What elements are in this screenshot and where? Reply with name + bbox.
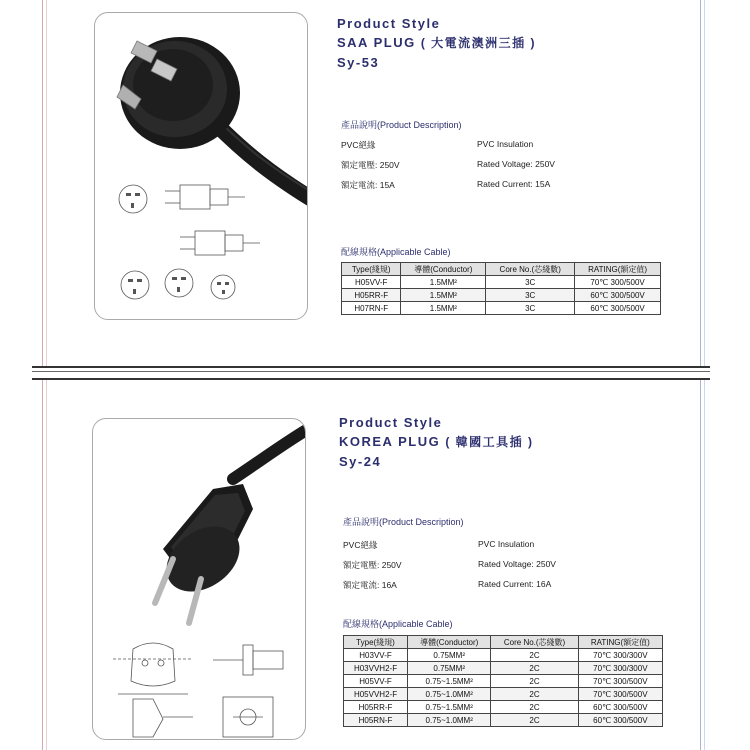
cell-rating: 70℃ 300/300V (578, 662, 662, 675)
cell-rating: 60℃ 300/500V (578, 701, 662, 714)
cell-rating: 70℃ 300/500V (578, 688, 662, 701)
cell-core: 2C (491, 675, 578, 688)
applicable-cable-title: 配線規格(Applicable Cable) (343, 619, 453, 629)
product-title-block (339, 415, 534, 469)
model-number: Sy-53 (337, 55, 380, 70)
column-header: Core No.(芯綫數) (491, 636, 578, 649)
desc-en: Rated Voltage: 250V (478, 559, 556, 569)
plug-name-cn: ( 大電流澳洲三插 ) (420, 36, 536, 50)
table-header-row (342, 263, 661, 276)
desc-cn: PVC絕緣 (341, 140, 376, 150)
column-header: Core No.(芯綫數) (486, 263, 575, 276)
cell-core: 3C (486, 289, 575, 302)
cell-type: H07RN-F (342, 302, 401, 315)
cell-conductor: 0.75~1.0MM² (408, 688, 491, 701)
desc-cn: 額定電流: 16A (343, 580, 397, 590)
product-heading: Product Style (339, 415, 443, 430)
cell-conductor: 0.75MM² (408, 662, 491, 675)
column-header: RATING(額定值) (575, 263, 661, 276)
column-header: Type(綫規) (344, 636, 408, 649)
cell-core: 2C (491, 701, 578, 714)
desc-en: PVC Insulation (478, 539, 535, 549)
column-header: RATING(額定值) (578, 636, 662, 649)
plug-name: SAA PLUG (337, 35, 416, 50)
desc-cn: 額定電壓: 250V (343, 560, 402, 570)
cell-type: H03VVH2-F (344, 662, 408, 675)
table-row (344, 688, 663, 701)
desc-cn: PVC絕緣 (343, 540, 378, 550)
product-image-panel (92, 418, 306, 740)
cell-conductor: 0.75~1.0MM² (408, 714, 491, 727)
table-row (344, 714, 663, 727)
product-section-korea (0, 380, 750, 750)
cell-rating: 60℃ 300/500V (578, 714, 662, 727)
cell-conductor: 0.75~1.5MM² (408, 701, 491, 714)
cell-conductor: 0.75~1.5MM² (408, 675, 491, 688)
product-description-title: 產品說明(Product Description) (341, 120, 462, 130)
cell-conductor: 1.5MM² (401, 276, 486, 289)
product-section-saa (0, 0, 750, 366)
table-header-row (344, 636, 663, 649)
cell-core: 3C (486, 302, 575, 315)
plug-name-line (337, 34, 536, 51)
plug-name-cn: ( 韓國工具插 ) (445, 435, 534, 449)
column-header: Type(綫規) (342, 263, 401, 276)
cell-core: 2C (491, 688, 578, 701)
cell-rating: 70℃ 300/300V (578, 649, 662, 662)
cell-type: H05RR-F (344, 701, 408, 714)
product-title-block (337, 16, 536, 70)
cell-rating: 60℃ 300/500V (575, 289, 661, 302)
cell-core: 2C (491, 662, 578, 675)
section-divider (32, 366, 710, 380)
cell-core: 2C (491, 714, 578, 727)
model-number: Sy-24 (339, 454, 382, 469)
desc-en: PVC Insulation (477, 139, 534, 149)
cell-conductor: 1.5MM² (401, 289, 486, 302)
desc-en: Rated Voltage: 250V (477, 159, 555, 169)
table-row (344, 662, 663, 675)
saa-plug-illustration (95, 13, 307, 319)
korea-plug-illustration (93, 419, 305, 739)
table-row (344, 649, 663, 662)
cell-type: H05RR-F (342, 289, 401, 302)
cell-rating: 70℃ 300/500V (575, 276, 661, 289)
product-image-panel (94, 12, 308, 320)
applicable-cable-title: 配線規格(Applicable Cable) (341, 247, 451, 257)
cell-type: H05VVH2-F (344, 688, 408, 701)
desc-cn: 額定電壓: 250V (341, 160, 400, 170)
cable-spec-table (343, 635, 663, 727)
table-row (342, 276, 661, 289)
table-row (342, 302, 661, 315)
cell-conductor: 0.75MM² (408, 649, 491, 662)
cable-spec-table (341, 262, 661, 315)
column-header: 導體(Conductor) (408, 636, 491, 649)
desc-en: Rated Current: 16A (478, 579, 552, 589)
desc-cn: 額定電流: 15A (341, 180, 395, 190)
plug-name-line (339, 433, 534, 450)
cell-rating: 70℃ 300/500V (578, 675, 662, 688)
cell-type: H05RN-F (344, 714, 408, 727)
desc-en: Rated Current: 15A (477, 179, 551, 189)
product-heading: Product Style (337, 16, 441, 31)
cell-type: H05VV-F (342, 276, 401, 289)
cell-core: 3C (486, 276, 575, 289)
table-row (344, 675, 663, 688)
cell-core: 2C (491, 649, 578, 662)
plug-name: KOREA PLUG (339, 434, 441, 449)
cell-type: H03VV-F (344, 649, 408, 662)
column-header: 導體(Conductor) (401, 263, 486, 276)
cell-type: H05VV-F (344, 675, 408, 688)
table-row (344, 701, 663, 714)
cell-rating: 60℃ 300/500V (575, 302, 661, 315)
table-row (342, 289, 661, 302)
cell-conductor: 1.5MM² (401, 302, 486, 315)
product-description-title: 產品說明(Product Description) (343, 517, 464, 527)
